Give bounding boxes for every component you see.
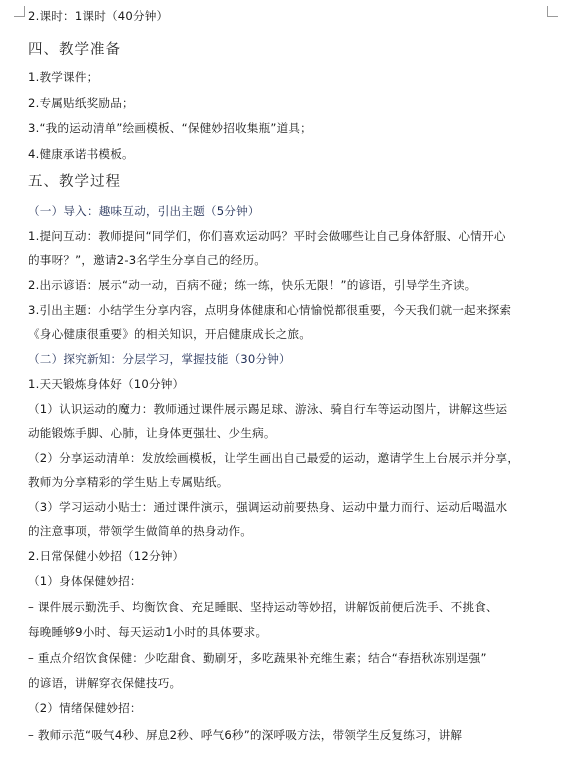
section-heading-process: 五、教学过程: [28, 174, 121, 190]
paragraph-line: （2）情绪保健妙招：: [28, 701, 142, 715]
paragraph-line: 《身心健康很重要》的相关知识，开启健康成长之旅。: [28, 327, 312, 341]
subsection-explore: （二）探究新知：分层学习，掌握技能（30分钟）: [28, 352, 291, 366]
paragraph-line: 教师为分享精彩的学生贴上专属贴纸。: [28, 475, 229, 489]
class-hours-line: 2.课时：1课时（40分钟）: [28, 9, 169, 23]
prep-item-templates: 3.“我的运动清单”绘画模板、“保健妙招收集瓶”道具；: [28, 121, 312, 135]
paragraph-line: 的注意事项，带领学生做简单的热身动作。: [28, 524, 253, 538]
paragraph-line: 的谚语，讲解穿衣保健技巧。: [28, 676, 182, 690]
topic-heading-exercise: 1.天天锻炼身体好（10分钟）: [28, 377, 185, 391]
topic-heading-health-tips: 2.日常保健小妙招（12分钟）: [28, 549, 185, 563]
page-corner-mark-left: [14, 6, 25, 17]
paragraph-line: 动能锻炼手脚、心肺，让身体更强壮、少生病。: [28, 426, 276, 440]
paragraph-line: 的事呀？”，邀请2-3名学生分享自己的经历。: [28, 253, 267, 267]
paragraph-line: 每晚睡够9小时、每天运动1小时的具体要求。: [28, 625, 268, 639]
paragraph-line: （2）分享运动清单：发放绘画模板，让学生画出自己最爱的运动，邀请学生上台展示并分享，: [28, 451, 520, 465]
paragraph-line: 2.出示谚语：展示“动一动，百病不碰；练一练，快乐无限！”的谚语，引导学生齐读。: [28, 278, 477, 292]
paragraph-line: – 重点介绍饮食保健：少吃甜食、勤刷牙，多吃蔬果补充维生素；结合“春捂秋冻别逞强”: [28, 651, 487, 665]
paragraph-line: （1）身体保健妙招：: [28, 574, 142, 588]
prep-item-courseware: 1.教学课件；: [28, 70, 99, 84]
paragraph-line: （3）学习运动小贴士：通过课件演示，强调运动前要热身、运动中量力而行、运动后喝温水: [28, 500, 508, 514]
paragraph-line: 1.提问互动：教师提问“同学们，你们喜欢运动吗？平时会做哪些让自己身体舒服、心情开心: [28, 229, 506, 243]
prep-item-stickers: 2.专属贴纸奖励品；: [28, 96, 134, 110]
paragraph-line: – 课件展示勤洗手、均衡饮食、充足睡眠、坚持运动等妙招，讲解饭前便后洗手、不挑食、: [28, 600, 498, 614]
paragraph-line: 3.引出主题：小结学生分享内容，点明身体健康和心情愉悦都很重要，今天我们就一起来探索: [28, 303, 512, 317]
paragraph-line: – 教师示范“吸气4秒、屏息2秒、呼气6秒”的深呼吸方法，带领学生反复练习，讲解: [28, 728, 463, 742]
prep-item-pledge: 4.健康承诺书模板。: [28, 147, 134, 161]
paragraph-line: （1）认识运动的魔力：教师通过课件展示踢足球、游泳、骑自行车等运动图片，讲解这些运: [28, 402, 508, 416]
section-heading-preparation: 四、教学准备: [28, 42, 121, 58]
subsection-intro: （一）导入：趣味互动，引出主题（5分钟）: [28, 204, 260, 218]
